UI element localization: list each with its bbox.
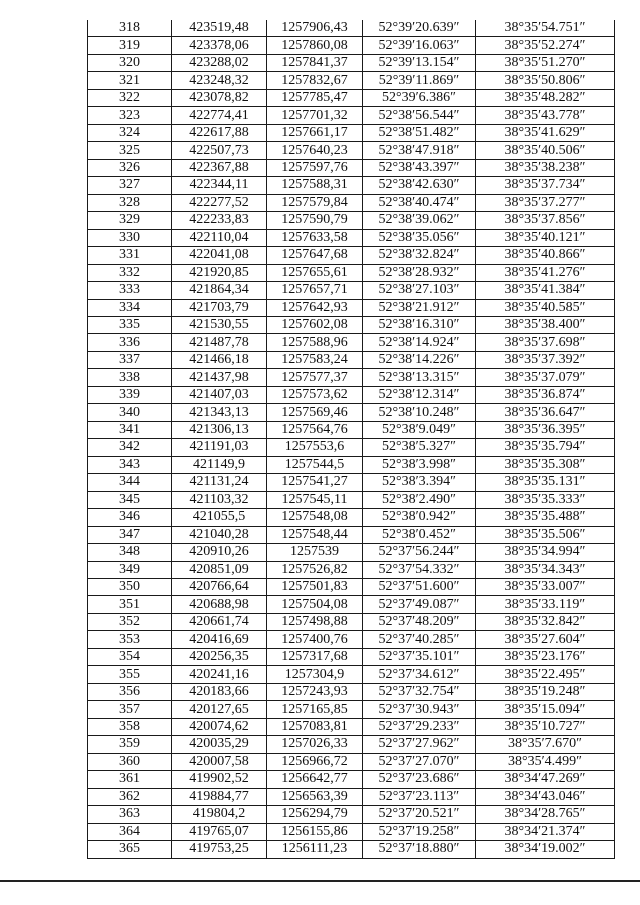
x-coordinate-cell: 421040,28 xyxy=(172,526,267,543)
coordinates-table xyxy=(87,20,615,859)
longitude-cell: 38°34′47.269″ xyxy=(476,771,615,788)
longitude-cell: 38°35′40.866″ xyxy=(476,247,615,264)
longitude-cell: 38°34′21.374″ xyxy=(476,823,615,840)
table-row xyxy=(88,806,615,823)
y-coordinate-cell: 1257548,08 xyxy=(267,509,363,526)
table-row xyxy=(88,788,615,805)
latitude-cell: 52°38′0.452″ xyxy=(363,526,476,543)
latitude-cell: 52°37′18.880″ xyxy=(363,841,476,858)
table-row xyxy=(88,718,615,735)
table-row xyxy=(88,404,615,421)
table-row xyxy=(88,369,615,386)
point-number-cell: 365 xyxy=(88,841,172,858)
x-coordinate-cell: 420074,62 xyxy=(172,718,267,735)
point-number-cell: 355 xyxy=(88,666,172,683)
longitude-cell: 38°35′37.277″ xyxy=(476,194,615,211)
latitude-cell: 52°38′21.912″ xyxy=(363,299,476,316)
point-number-cell: 322 xyxy=(88,89,172,106)
table-row xyxy=(88,491,615,508)
latitude-cell: 52°37′49.087″ xyxy=(363,596,476,613)
table-row xyxy=(88,264,615,281)
x-coordinate-cell: 421487,78 xyxy=(172,334,267,351)
x-coordinate-cell: 422041,08 xyxy=(172,247,267,264)
y-coordinate-cell: 1257841,37 xyxy=(267,54,363,71)
longitude-cell: 38°35′35.308″ xyxy=(476,456,615,473)
y-coordinate-cell: 1257701,32 xyxy=(267,107,363,124)
latitude-cell: 52°37′51.600″ xyxy=(363,579,476,596)
point-number-cell: 321 xyxy=(88,72,172,89)
y-coordinate-cell: 1257526,82 xyxy=(267,561,363,578)
x-coordinate-cell: 421103,32 xyxy=(172,491,267,508)
y-coordinate-cell: 1257832,67 xyxy=(267,72,363,89)
point-number-cell: 360 xyxy=(88,753,172,770)
latitude-cell: 52°37′27.962″ xyxy=(363,736,476,753)
x-coordinate-cell: 422617,88 xyxy=(172,124,267,141)
longitude-cell: 38°35′36.395″ xyxy=(476,421,615,438)
point-number-cell: 362 xyxy=(88,788,172,805)
latitude-cell: 52°37′23.686″ xyxy=(363,771,476,788)
point-number-cell: 323 xyxy=(88,107,172,124)
y-coordinate-cell: 1257243,93 xyxy=(267,683,363,700)
point-number-cell: 356 xyxy=(88,683,172,700)
latitude-cell: 52°38′10.248″ xyxy=(363,404,476,421)
point-number-cell: 341 xyxy=(88,421,172,438)
longitude-cell: 38°35′34.343″ xyxy=(476,561,615,578)
x-coordinate-cell: 421149,9 xyxy=(172,456,267,473)
longitude-cell: 38°35′35.131″ xyxy=(476,474,615,491)
latitude-cell: 52°37′27.070″ xyxy=(363,753,476,770)
page-bottom-rule xyxy=(0,880,640,882)
y-coordinate-cell: 1257544,5 xyxy=(267,456,363,473)
x-coordinate-cell: 422774,41 xyxy=(172,107,267,124)
point-number-cell: 337 xyxy=(88,351,172,368)
x-coordinate-cell: 420127,65 xyxy=(172,701,267,718)
latitude-cell: 52°38′40.474″ xyxy=(363,194,476,211)
longitude-cell: 38°35′54.751″ xyxy=(476,20,615,37)
longitude-cell: 38°35′41.629″ xyxy=(476,124,615,141)
x-coordinate-cell: 421920,85 xyxy=(172,264,267,281)
latitude-cell: 52°38′35.056″ xyxy=(363,229,476,246)
longitude-cell: 38°35′33.007″ xyxy=(476,579,615,596)
latitude-cell: 52°38′0.942″ xyxy=(363,509,476,526)
latitude-cell: 52°37′34.612″ xyxy=(363,666,476,683)
x-coordinate-cell: 420256,35 xyxy=(172,648,267,665)
x-coordinate-cell: 421530,55 xyxy=(172,316,267,333)
y-coordinate-cell: 1257573,62 xyxy=(267,386,363,403)
y-coordinate-cell: 1257026,33 xyxy=(267,736,363,753)
y-coordinate-cell: 1257083,81 xyxy=(267,718,363,735)
y-coordinate-cell: 1257597,76 xyxy=(267,159,363,176)
x-coordinate-cell: 420766,64 xyxy=(172,579,267,596)
table-row xyxy=(88,334,615,351)
point-number-cell: 348 xyxy=(88,544,172,561)
y-coordinate-cell: 1257588,31 xyxy=(267,177,363,194)
y-coordinate-cell: 1257583,24 xyxy=(267,351,363,368)
x-coordinate-cell: 422344,11 xyxy=(172,177,267,194)
y-coordinate-cell: 1256111,23 xyxy=(267,841,363,858)
table-row xyxy=(88,561,615,578)
x-coordinate-cell: 421306,13 xyxy=(172,421,267,438)
point-number-cell: 343 xyxy=(88,456,172,473)
table-row xyxy=(88,823,615,840)
longitude-cell: 38°35′7.670″ xyxy=(476,736,615,753)
table-row xyxy=(88,316,615,333)
longitude-cell: 38°35′35.506″ xyxy=(476,526,615,543)
y-coordinate-cell: 1257785,47 xyxy=(267,89,363,106)
longitude-cell: 38°35′37.698″ xyxy=(476,334,615,351)
y-coordinate-cell: 1257647,68 xyxy=(267,247,363,264)
x-coordinate-cell: 419765,07 xyxy=(172,823,267,840)
y-coordinate-cell: 1257165,85 xyxy=(267,701,363,718)
longitude-cell: 38°35′50.806″ xyxy=(476,72,615,89)
y-coordinate-cell: 1257579,84 xyxy=(267,194,363,211)
latitude-cell: 52°37′56.244″ xyxy=(363,544,476,561)
table-row xyxy=(88,526,615,543)
x-coordinate-cell: 420910,26 xyxy=(172,544,267,561)
latitude-cell: 52°39′16.063″ xyxy=(363,37,476,54)
latitude-cell: 52°38′32.824″ xyxy=(363,247,476,264)
latitude-cell: 52°39′13.154″ xyxy=(363,54,476,71)
longitude-cell: 38°35′36.647″ xyxy=(476,404,615,421)
longitude-cell: 38°34′19.002″ xyxy=(476,841,615,858)
longitude-cell: 38°35′10.727″ xyxy=(476,718,615,735)
latitude-cell: 52°38′2.490″ xyxy=(363,491,476,508)
y-coordinate-cell: 1256563,39 xyxy=(267,788,363,805)
x-coordinate-cell: 421407,03 xyxy=(172,386,267,403)
x-coordinate-cell: 420688,98 xyxy=(172,596,267,613)
point-number-cell: 335 xyxy=(88,316,172,333)
y-coordinate-cell: 1257860,08 xyxy=(267,37,363,54)
x-coordinate-cell: 422110,04 xyxy=(172,229,267,246)
y-coordinate-cell: 1257655,61 xyxy=(267,264,363,281)
table-row xyxy=(88,666,615,683)
point-number-cell: 346 xyxy=(88,509,172,526)
x-coordinate-cell: 423378,06 xyxy=(172,37,267,54)
table-row xyxy=(88,509,615,526)
x-coordinate-cell: 421191,03 xyxy=(172,439,267,456)
x-coordinate-cell: 419902,52 xyxy=(172,771,267,788)
latitude-cell: 52°38′5.327″ xyxy=(363,439,476,456)
longitude-cell: 38°35′35.333″ xyxy=(476,491,615,508)
y-coordinate-cell: 1257501,83 xyxy=(267,579,363,596)
longitude-cell: 38°35′40.585″ xyxy=(476,299,615,316)
latitude-cell: 52°39′20.639″ xyxy=(363,20,476,37)
latitude-cell: 52°37′23.113″ xyxy=(363,788,476,805)
table-row xyxy=(88,247,615,264)
longitude-cell: 38°35′34.994″ xyxy=(476,544,615,561)
y-coordinate-cell: 1257590,79 xyxy=(267,212,363,229)
latitude-cell: 52°38′13.315″ xyxy=(363,369,476,386)
point-number-cell: 318 xyxy=(88,20,172,37)
table-row xyxy=(88,20,615,37)
latitude-cell: 52°38′28.932″ xyxy=(363,264,476,281)
latitude-cell: 52°39′6.386″ xyxy=(363,89,476,106)
latitude-cell: 52°38′16.310″ xyxy=(363,316,476,333)
x-coordinate-cell: 422233,83 xyxy=(172,212,267,229)
x-coordinate-cell: 421466,18 xyxy=(172,351,267,368)
latitude-cell: 52°38′14.226″ xyxy=(363,351,476,368)
table-row xyxy=(88,474,615,491)
latitude-cell: 52°38′51.482″ xyxy=(363,124,476,141)
table-row xyxy=(88,229,615,246)
table-row xyxy=(88,89,615,106)
latitude-cell: 52°39′11.869″ xyxy=(363,72,476,89)
y-coordinate-cell: 1257541,27 xyxy=(267,474,363,491)
table-row xyxy=(88,124,615,141)
y-coordinate-cell: 1257906,43 xyxy=(267,20,363,37)
longitude-cell: 38°35′33.119″ xyxy=(476,596,615,613)
y-coordinate-cell: 1257657,71 xyxy=(267,282,363,299)
latitude-cell: 52°37′54.332″ xyxy=(363,561,476,578)
point-number-cell: 331 xyxy=(88,247,172,264)
point-number-cell: 326 xyxy=(88,159,172,176)
y-coordinate-cell: 1257317,68 xyxy=(267,648,363,665)
longitude-cell: 38°35′38.238″ xyxy=(476,159,615,176)
longitude-cell: 38°35′15.094″ xyxy=(476,701,615,718)
x-coordinate-cell: 423288,02 xyxy=(172,54,267,71)
latitude-cell: 52°37′40.285″ xyxy=(363,631,476,648)
coordinates-table-body xyxy=(88,20,615,858)
x-coordinate-cell: 423519,48 xyxy=(172,20,267,37)
longitude-cell: 38°35′37.734″ xyxy=(476,177,615,194)
point-number-cell: 347 xyxy=(88,526,172,543)
longitude-cell: 38°35′51.270″ xyxy=(476,54,615,71)
longitude-cell: 38°34′43.046″ xyxy=(476,788,615,805)
y-coordinate-cell: 1257400,76 xyxy=(267,631,363,648)
table-row xyxy=(88,177,615,194)
table-row xyxy=(88,282,615,299)
latitude-cell: 52°37′32.754″ xyxy=(363,683,476,700)
point-number-cell: 342 xyxy=(88,439,172,456)
latitude-cell: 52°38′43.397″ xyxy=(363,159,476,176)
point-number-cell: 361 xyxy=(88,771,172,788)
y-coordinate-cell: 1257304,9 xyxy=(267,666,363,683)
table-row xyxy=(88,596,615,613)
x-coordinate-cell: 423078,82 xyxy=(172,89,267,106)
table-row xyxy=(88,579,615,596)
x-coordinate-cell: 423248,32 xyxy=(172,72,267,89)
point-number-cell: 359 xyxy=(88,736,172,753)
y-coordinate-cell: 1257548,44 xyxy=(267,526,363,543)
x-coordinate-cell: 422507,73 xyxy=(172,142,267,159)
longitude-cell: 38°35′19.248″ xyxy=(476,683,615,700)
longitude-cell: 38°35′27.604″ xyxy=(476,631,615,648)
x-coordinate-cell: 419753,25 xyxy=(172,841,267,858)
y-coordinate-cell: 1257545,11 xyxy=(267,491,363,508)
longitude-cell: 38°35′37.856″ xyxy=(476,212,615,229)
table-row xyxy=(88,648,615,665)
point-number-cell: 353 xyxy=(88,631,172,648)
x-coordinate-cell: 422277,52 xyxy=(172,194,267,211)
point-number-cell: 336 xyxy=(88,334,172,351)
point-number-cell: 329 xyxy=(88,212,172,229)
longitude-cell: 38°35′22.495″ xyxy=(476,666,615,683)
point-number-cell: 357 xyxy=(88,701,172,718)
latitude-cell: 52°38′3.998″ xyxy=(363,456,476,473)
y-coordinate-cell: 1256966,72 xyxy=(267,753,363,770)
longitude-cell: 38°35′35.794″ xyxy=(476,439,615,456)
table-row xyxy=(88,701,615,718)
latitude-cell: 52°38′39.062″ xyxy=(363,212,476,229)
x-coordinate-cell: 420416,69 xyxy=(172,631,267,648)
latitude-cell: 52°38′9.049″ xyxy=(363,421,476,438)
point-number-cell: 338 xyxy=(88,369,172,386)
table-row xyxy=(88,351,615,368)
x-coordinate-cell: 420183,66 xyxy=(172,683,267,700)
table-row xyxy=(88,736,615,753)
point-number-cell: 339 xyxy=(88,386,172,403)
longitude-cell: 38°35′43.778″ xyxy=(476,107,615,124)
point-number-cell: 352 xyxy=(88,613,172,630)
x-coordinate-cell: 421703,79 xyxy=(172,299,267,316)
longitude-cell: 38°35′23.176″ xyxy=(476,648,615,665)
table-row xyxy=(88,613,615,630)
table-row xyxy=(88,37,615,54)
y-coordinate-cell: 1257504,08 xyxy=(267,596,363,613)
point-number-cell: 332 xyxy=(88,264,172,281)
y-coordinate-cell: 1257640,23 xyxy=(267,142,363,159)
point-number-cell: 345 xyxy=(88,491,172,508)
x-coordinate-cell: 421864,34 xyxy=(172,282,267,299)
latitude-cell: 52°37′30.943″ xyxy=(363,701,476,718)
table-row xyxy=(88,771,615,788)
longitude-cell: 38°35′52.274″ xyxy=(476,37,615,54)
table-row xyxy=(88,194,615,211)
table-row xyxy=(88,299,615,316)
longitude-cell: 38°35′32.842″ xyxy=(476,613,615,630)
table-row xyxy=(88,107,615,124)
x-coordinate-cell: 420241,16 xyxy=(172,666,267,683)
y-coordinate-cell: 1256642,77 xyxy=(267,771,363,788)
x-coordinate-cell: 419804,2 xyxy=(172,806,267,823)
table-row xyxy=(88,54,615,71)
latitude-cell: 52°38′14.924″ xyxy=(363,334,476,351)
latitude-cell: 52°38′12.314″ xyxy=(363,386,476,403)
y-coordinate-cell: 1257569,46 xyxy=(267,404,363,421)
point-number-cell: 363 xyxy=(88,806,172,823)
y-coordinate-cell: 1257633,58 xyxy=(267,229,363,246)
table-row xyxy=(88,683,615,700)
x-coordinate-cell: 420007,58 xyxy=(172,753,267,770)
point-number-cell: 327 xyxy=(88,177,172,194)
y-coordinate-cell: 1257539 xyxy=(267,544,363,561)
longitude-cell: 38°35′48.282″ xyxy=(476,89,615,106)
table-row xyxy=(88,544,615,561)
table-row xyxy=(88,841,615,858)
point-number-cell: 324 xyxy=(88,124,172,141)
point-number-cell: 350 xyxy=(88,579,172,596)
x-coordinate-cell: 421131,24 xyxy=(172,474,267,491)
table-row xyxy=(88,72,615,89)
y-coordinate-cell: 1257498,88 xyxy=(267,613,363,630)
longitude-cell: 38°35′37.392″ xyxy=(476,351,615,368)
latitude-cell: 52°38′47.918″ xyxy=(363,142,476,159)
point-number-cell: 334 xyxy=(88,299,172,316)
latitude-cell: 52°37′48.209″ xyxy=(363,613,476,630)
point-number-cell: 320 xyxy=(88,54,172,71)
point-number-cell: 351 xyxy=(88,596,172,613)
latitude-cell: 52°37′29.233″ xyxy=(363,718,476,735)
table-row xyxy=(88,439,615,456)
table-row xyxy=(88,753,615,770)
latitude-cell: 52°37′19.258″ xyxy=(363,823,476,840)
x-coordinate-cell: 421437,98 xyxy=(172,369,267,386)
longitude-cell: 38°35′35.488″ xyxy=(476,509,615,526)
longitude-cell: 38°35′37.079″ xyxy=(476,369,615,386)
point-number-cell: 330 xyxy=(88,229,172,246)
longitude-cell: 38°35′41.384″ xyxy=(476,282,615,299)
x-coordinate-cell: 422367,88 xyxy=(172,159,267,176)
x-coordinate-cell: 419884,77 xyxy=(172,788,267,805)
point-number-cell: 333 xyxy=(88,282,172,299)
table-row xyxy=(88,142,615,159)
point-number-cell: 344 xyxy=(88,474,172,491)
y-coordinate-cell: 1256294,79 xyxy=(267,806,363,823)
table-row xyxy=(88,456,615,473)
point-number-cell: 364 xyxy=(88,823,172,840)
table-row xyxy=(88,631,615,648)
latitude-cell: 52°38′27.103″ xyxy=(363,282,476,299)
y-coordinate-cell: 1257577,37 xyxy=(267,369,363,386)
point-number-cell: 328 xyxy=(88,194,172,211)
y-coordinate-cell: 1257602,08 xyxy=(267,316,363,333)
table-row xyxy=(88,159,615,176)
table-row xyxy=(88,421,615,438)
x-coordinate-cell: 420035,29 xyxy=(172,736,267,753)
table-row xyxy=(88,212,615,229)
x-coordinate-cell: 420851,09 xyxy=(172,561,267,578)
longitude-cell: 38°35′38.400″ xyxy=(476,316,615,333)
y-coordinate-cell: 1257553,6 xyxy=(267,439,363,456)
y-coordinate-cell: 1257588,96 xyxy=(267,334,363,351)
y-coordinate-cell: 1257642,93 xyxy=(267,299,363,316)
latitude-cell: 52°37′35.101″ xyxy=(363,648,476,665)
y-coordinate-cell: 1257661,17 xyxy=(267,124,363,141)
longitude-cell: 38°35′40.121″ xyxy=(476,229,615,246)
point-number-cell: 340 xyxy=(88,404,172,421)
y-coordinate-cell: 1256155,86 xyxy=(267,823,363,840)
latitude-cell: 52°37′20.521″ xyxy=(363,806,476,823)
longitude-cell: 38°34′28.765″ xyxy=(476,806,615,823)
latitude-cell: 52°38′42.630″ xyxy=(363,177,476,194)
y-coordinate-cell: 1257564,76 xyxy=(267,421,363,438)
x-coordinate-cell: 421343,13 xyxy=(172,404,267,421)
point-number-cell: 349 xyxy=(88,561,172,578)
longitude-cell: 38°35′41.276″ xyxy=(476,264,615,281)
point-number-cell: 319 xyxy=(88,37,172,54)
latitude-cell: 52°38′3.394″ xyxy=(363,474,476,491)
point-number-cell: 358 xyxy=(88,718,172,735)
longitude-cell: 38°35′36.874″ xyxy=(476,386,615,403)
latitude-cell: 52°38′56.544″ xyxy=(363,107,476,124)
table-row xyxy=(88,386,615,403)
longitude-cell: 38°35′40.506″ xyxy=(476,142,615,159)
longitude-cell: 38°35′4.499″ xyxy=(476,753,615,770)
point-number-cell: 325 xyxy=(88,142,172,159)
x-coordinate-cell: 420661,74 xyxy=(172,613,267,630)
point-number-cell: 354 xyxy=(88,648,172,665)
x-coordinate-cell: 421055,5 xyxy=(172,509,267,526)
